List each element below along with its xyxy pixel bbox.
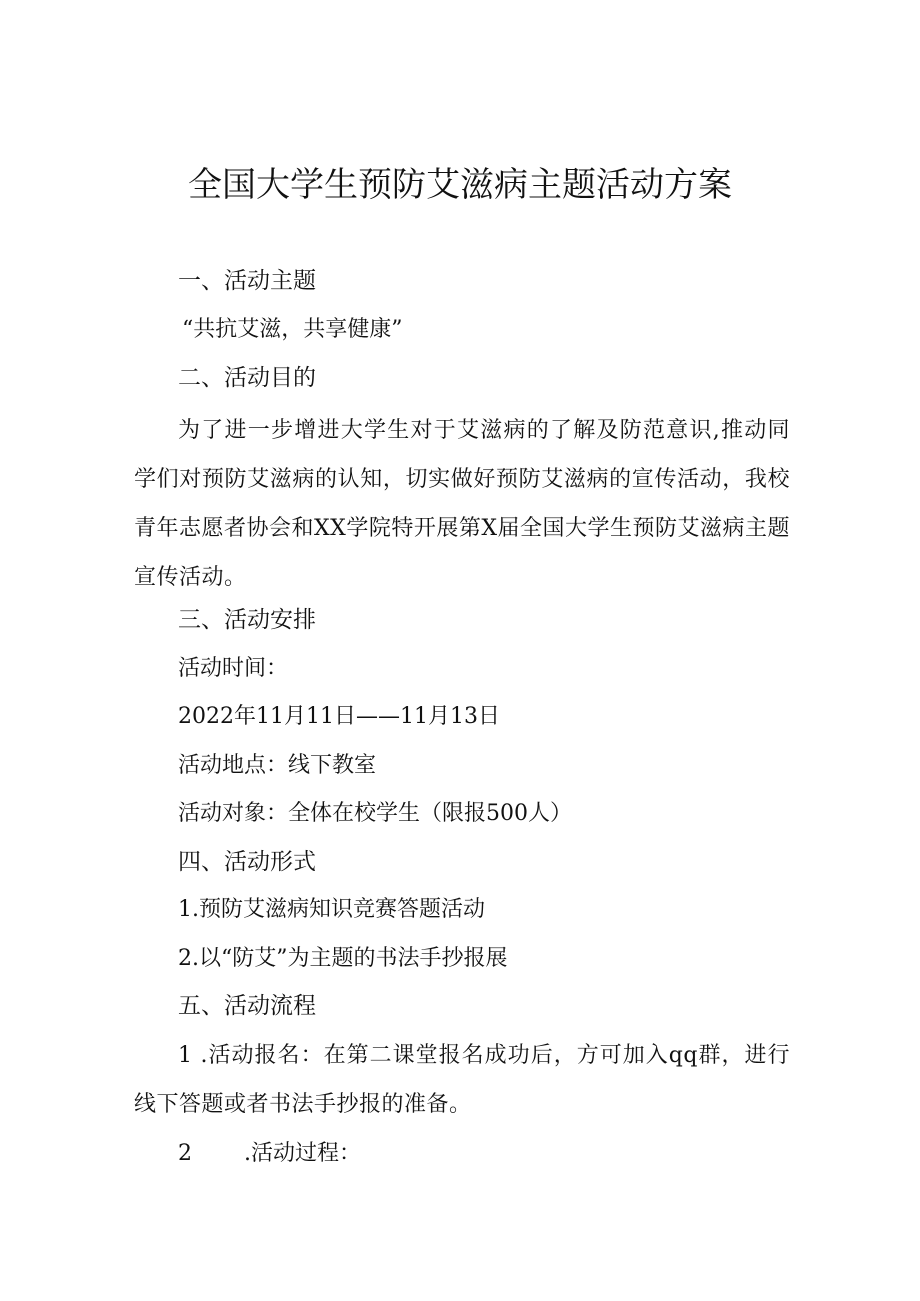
format-item-1: 1.预防艾滋病知识竞赛答题活动 [178,897,485,922]
section-heading-format: 四、活动形式 [178,849,316,875]
section-heading-process: 五、活动流程 [178,993,316,1019]
activity-audience: 活动对象：全体在校学生（限报500人） [178,801,572,826]
section-heading-theme: 一、活动主题 [178,268,316,294]
theme-slogan: “共抗艾滋，共享健康” [182,317,403,342]
section-heading-purpose: 二、活动目的 [178,365,316,391]
document-title: 全国大学生预防艾滋病主题活动方案 [188,165,732,205]
activity-time-label: 活动时间： [178,656,289,681]
purpose-paragraph: 为了进一步增进大学生对于艾滋病的了解及防范意识,推动同学们对预防艾滋病的认知，切实做好预防艾滋病的宣传活动，我校青年志愿者协会和XX学院特开展第X届全国大学生预防艾滋病主题宣传活动。 [134,418,790,590]
activity-place: 活动地点：线下教室 [178,753,377,778]
process-step-1: 1 .活动报名：在第二课堂报名成功后，方可加入qq群，进行线下答题或者书法手抄报的准备。 [134,1043,790,1117]
process-step-2-number: 2 [178,1141,192,1166]
process-step-2 [178,1137,920,1171]
activity-time-value: 2022年11月11日——11月13日 [178,704,500,729]
section-heading-arrangement: 三、活动安排 [178,607,316,633]
format-item-2: 2.以“防艾”为主题的书法手抄报展 [178,946,508,971]
process-step-2-text: .活动过程： [244,1141,361,1166]
